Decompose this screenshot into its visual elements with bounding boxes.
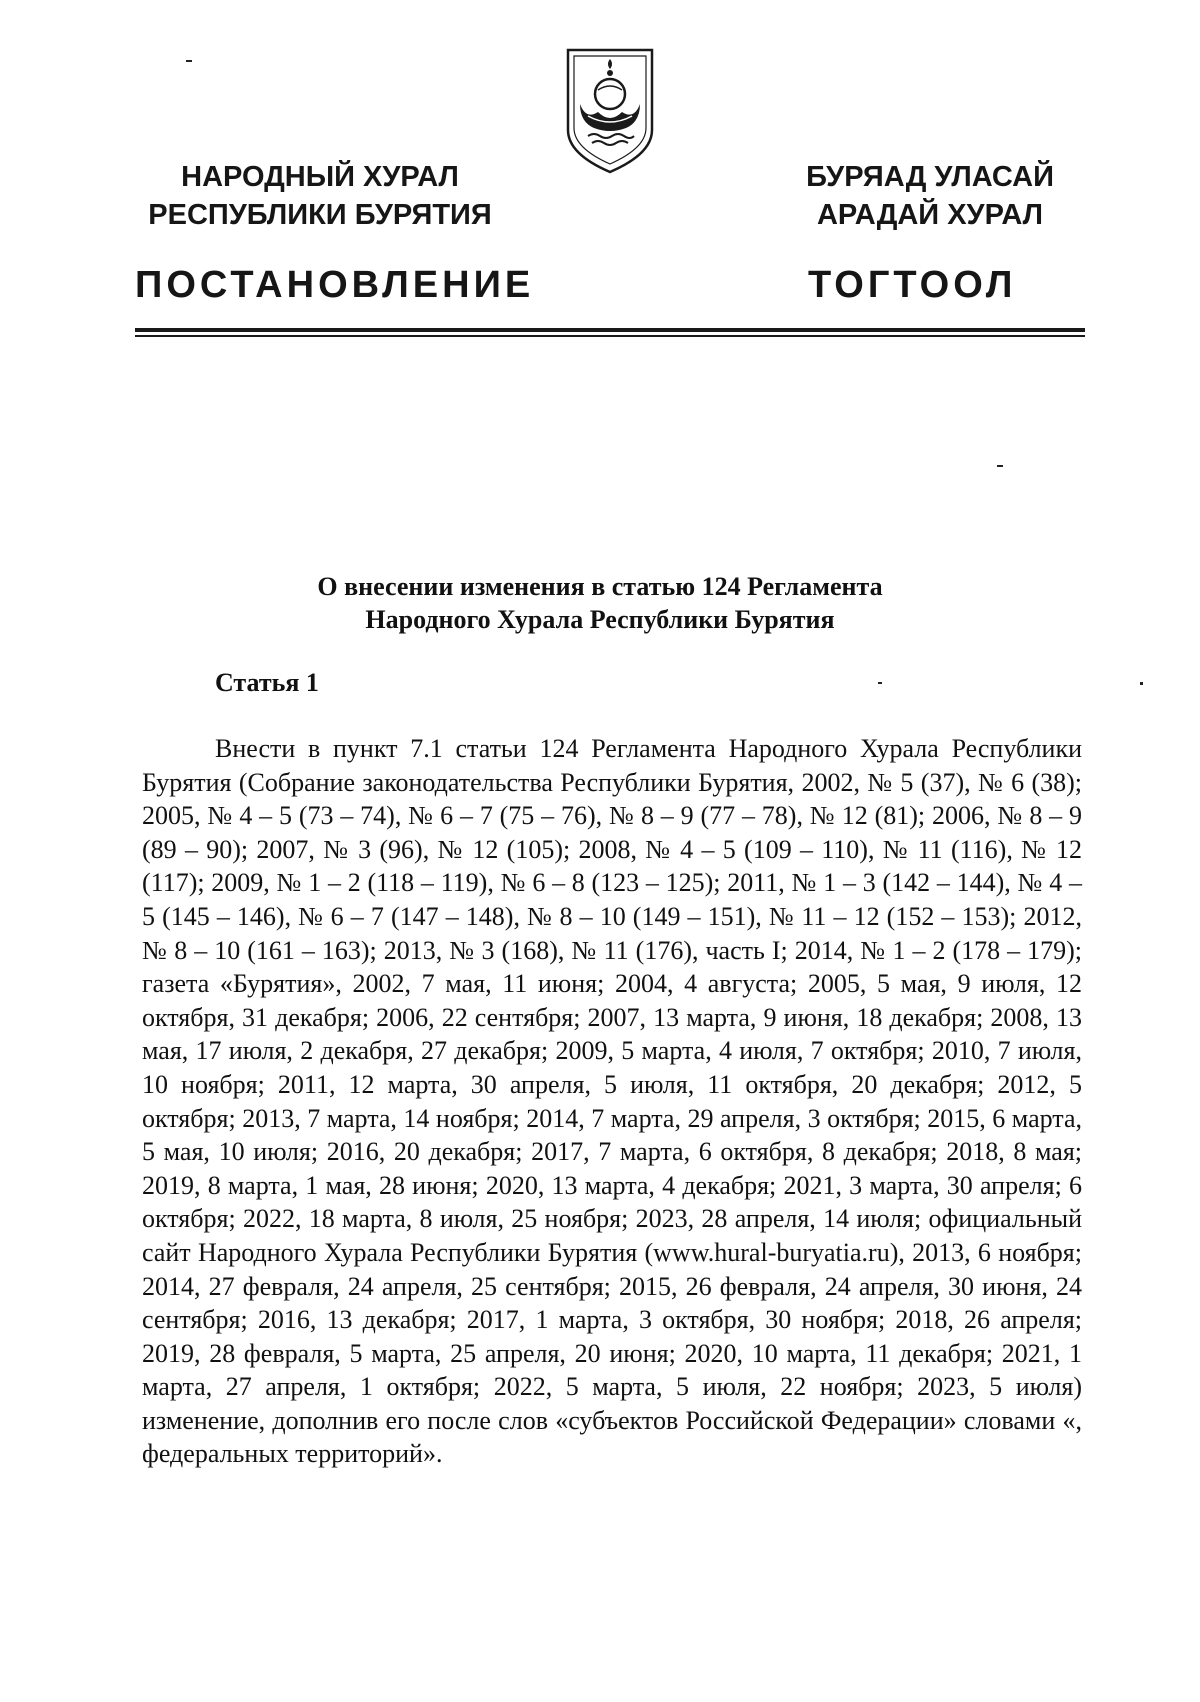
title-line-2: Народного Хурала Республики Бурятия bbox=[365, 605, 835, 634]
header-divider-thin bbox=[135, 335, 1085, 337]
issuer-name-russian bbox=[110, 158, 530, 234]
coat-of-arms-emblem bbox=[560, 42, 660, 177]
issuer-name-buryat bbox=[760, 158, 1100, 234]
scan-speck bbox=[186, 60, 192, 62]
document-title bbox=[200, 570, 1000, 636]
scan-speck bbox=[878, 682, 882, 684]
document-type-buryat: ТОГТООЛ bbox=[808, 264, 1017, 306]
issuer-buryat-line-1: БУРЯАД УЛАСАЙ bbox=[806, 161, 1054, 193]
issuer-buryat-line-2: АРАДАЙ ХУРАЛ bbox=[816, 199, 1044, 231]
issuer-line-1: НАРОДНЫЙ ХУРАЛ bbox=[181, 161, 459, 193]
title-line-1: О внесении изменения в статью 124 Регламента bbox=[317, 572, 883, 601]
article-heading: Статья 1 bbox=[215, 668, 319, 697]
document-type-russian: ПОСТАНОВЛЕНИЕ bbox=[135, 264, 535, 306]
article-body: Внести в пункт 7.1 статьи 124 Регламента Народного Хурала Республики Бурятия (Собрание законодательства Республики Бурятия, 2002, № 5 (37), № 6 (38); 2005, № 4 – 5 (73 – 74), № 6 – 7 (75 – 76), № 8 – 9 (77 – 78), № 12 (81); 2006, № 8 – 9 (89 – 90); 2007, № 3 (96), № 12 (105); 2008, № 4 – 5 (109 – 110), № 11 (116), № 12 (117); 2009, № 1 – 2 (118 – 119), № 6 – 8 (123 – 125); 2011, № 1 – 3 (142 – 144), № 4 – 5 (145 – 146), № 6 – 7 (147 – 148), № 8 – 10 (149 – 151), № 11 – 12 (152 – 153); 2012, № 8 – 10 (161 – 163); 2013, № 3 (168), № 11 (176), часть I; 2014, № 1 – 2 (178 – 179); газета «Бурятия», 2002, 7 мая, 11 июня; 2004, 4 августа; 2005, 5 мая, 9 июля, 12 октября, 31 декабря; 2006, 22 сентября; 2007, 13 марта, 9 июня, 18 декабря; 2008, 13 мая, 17 июля, 2 декабря, 27 декабря; 2009, 5 марта, 4 июля, 7 октября; 2010, 7 июля, 10 ноября; 2011, 12 марта, 30 апреля, 5 июля, 11 октября, 20 декабря; 2012, 5 октября; 2013, 7 марта, 14 ноября; 2014, 7 марта, 29 апреля, 3 октября; 2015, 6 марта, 5 мая, 10 июля; 2016, 20 декабря; 2017, 7 марта, 6 октября, 8 декабря; 2018, 8 мая; 2019, 8 марта, 1 мая, 28 июня; 2020, 13 марта, 4 декабря; 2021, 3 марта, 30 апреля; 6 октября; 2022, 18 марта, 8 июля, 25 ноября; 2023, 28 апреля, 14 июля; официальный сайт Народного Хурала Республики Бурятия (www.hural-buryatia.ru), 2013, 6 ноября; 2014, 27 февраля, 24 апреля, 25 сентября; 2015, 26 февраля, 24 апреля, 30 июня, 24 сентября; 2016, 13 декабря; 2017, 1 марта, 3 октября, 30 ноября; 2018, 26 апреля; 2019, 28 февраля, 5 марта, 25 апреля, 20 июня; 2020, 10 марта, 11 декабря; 2021, 1 марта, 27 апреля, 1 октября; 2022, 5 марта, 5 июля, 22 ноября; 2023, 5 июля) изменение, дополнив его после слов «субъектов Российской Федерации» словами «, федеральных территорий». bbox=[142, 734, 1082, 1469]
issuer-line-2: РЕСПУБЛИКИ БУРЯТИЯ bbox=[148, 199, 492, 231]
scan-speck bbox=[1140, 682, 1143, 685]
scan-speck bbox=[997, 465, 1003, 467]
header-divider-thick bbox=[135, 328, 1085, 332]
